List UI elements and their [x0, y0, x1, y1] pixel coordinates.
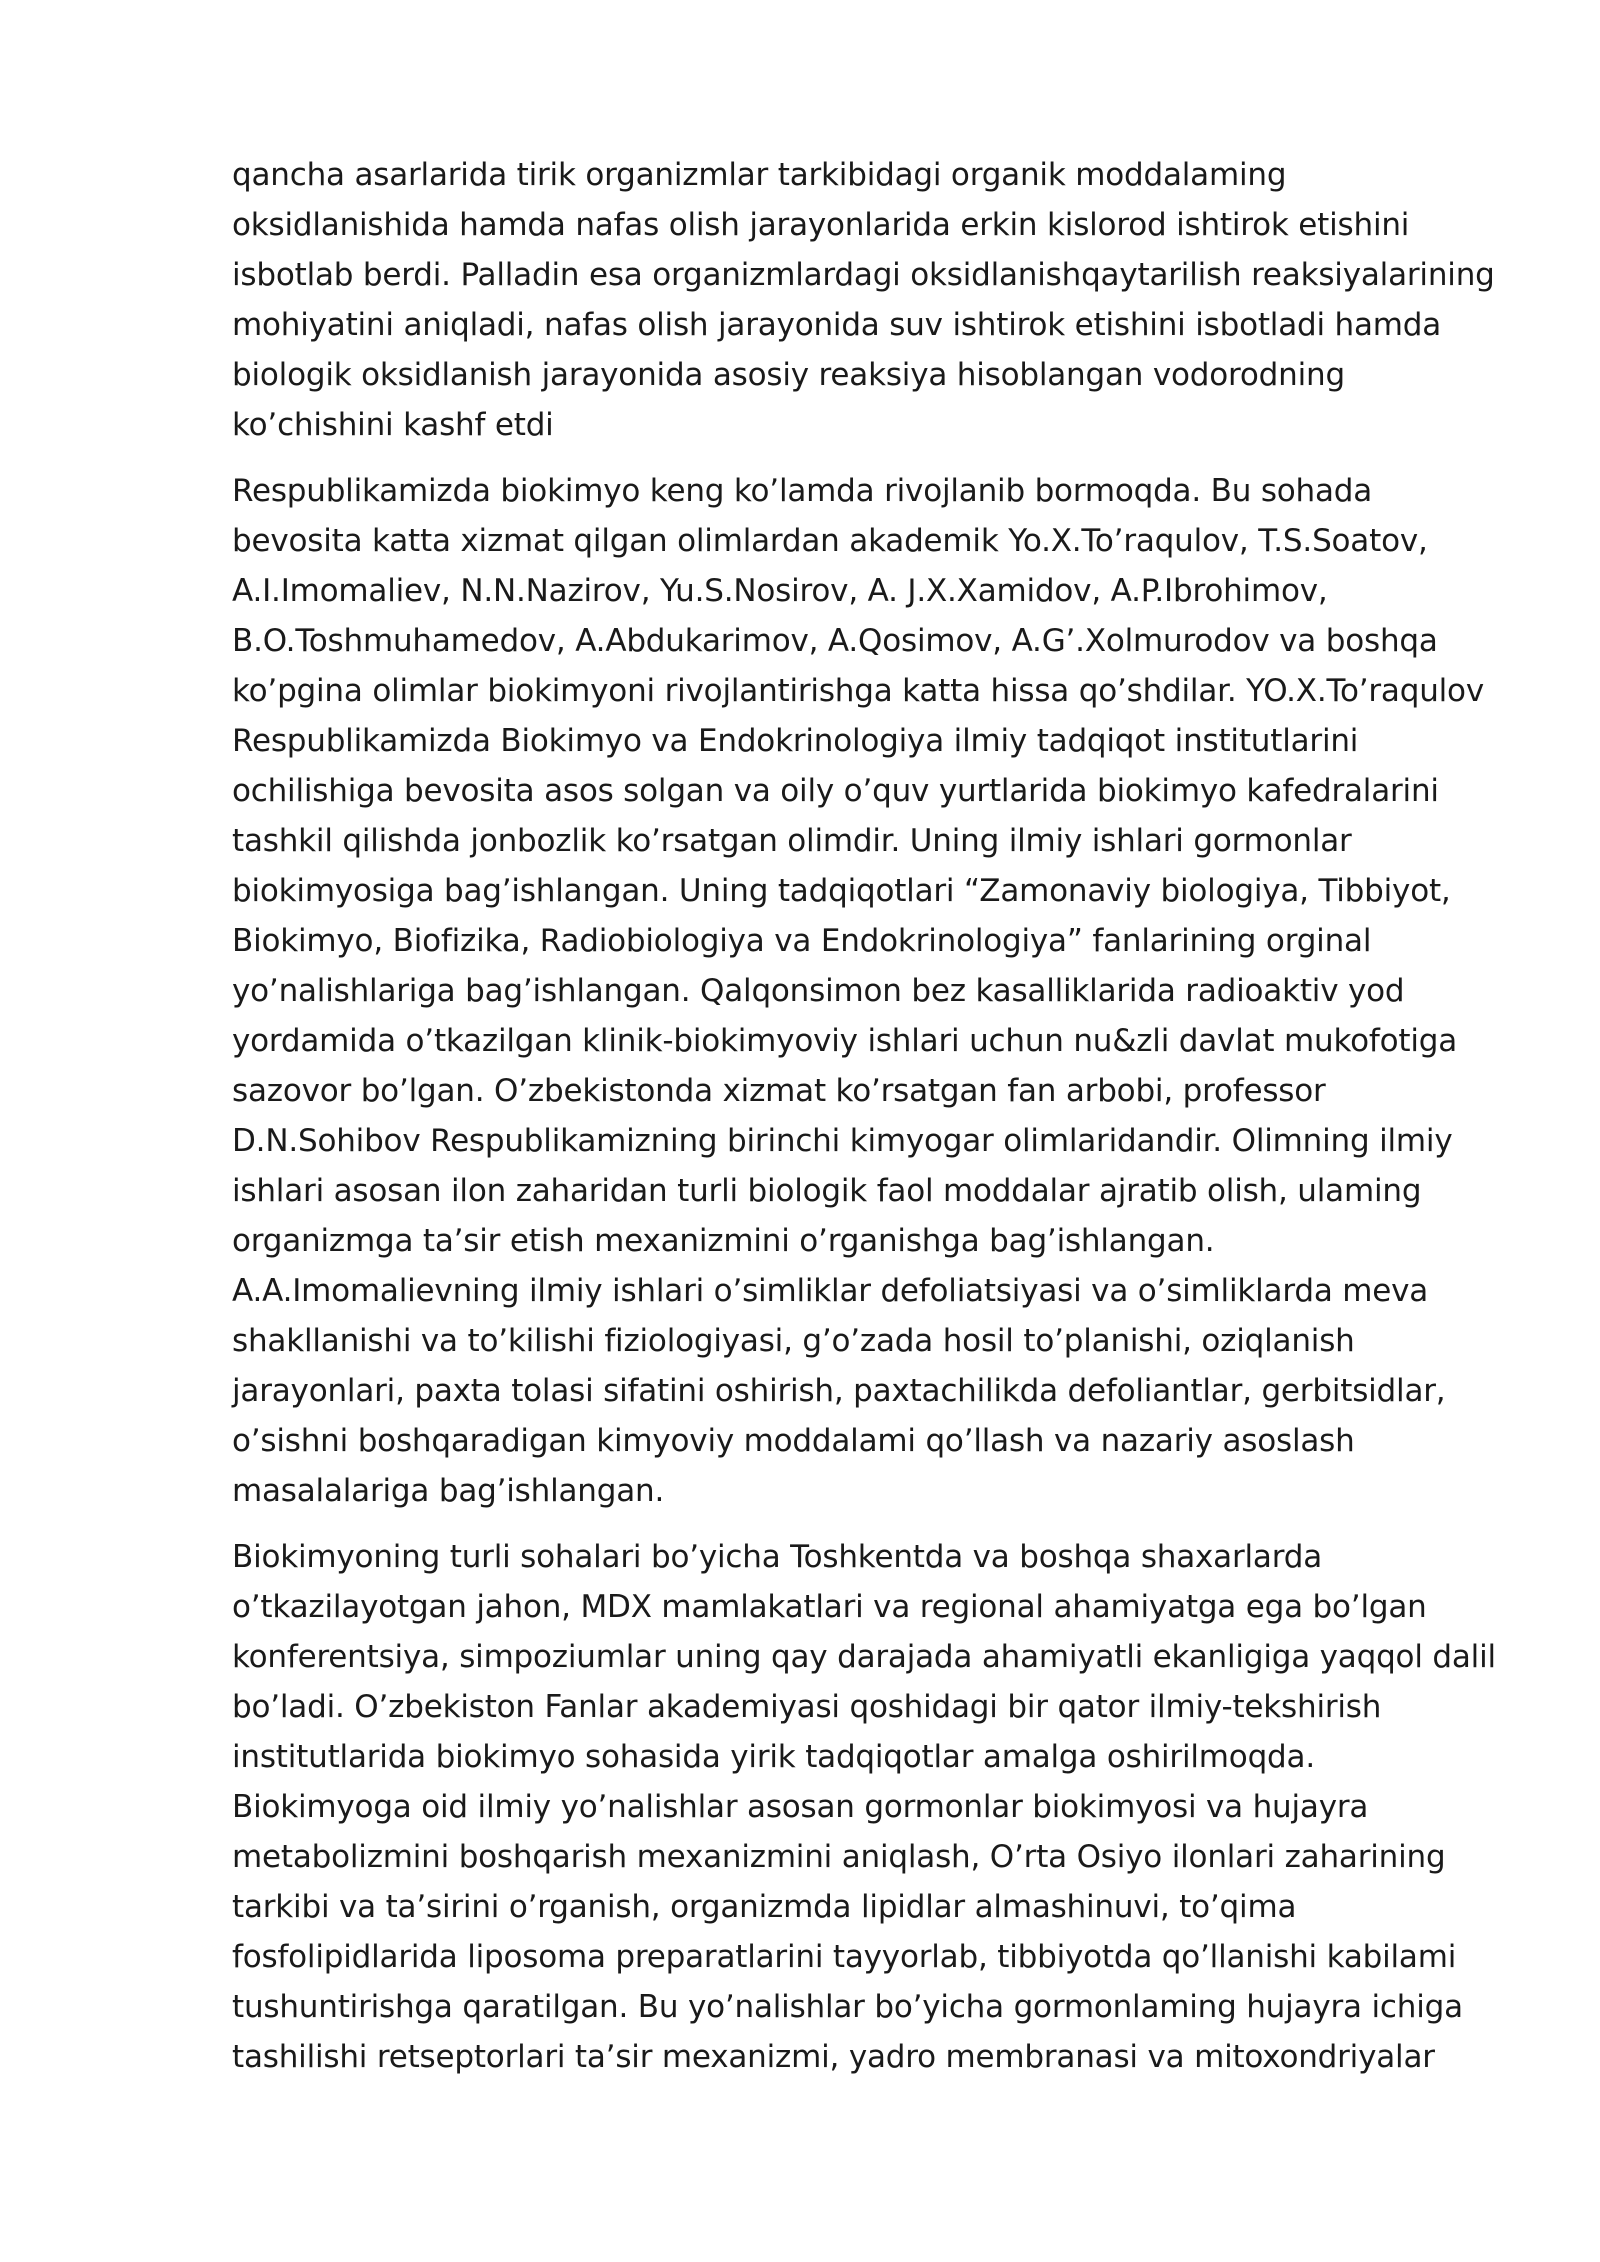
text-line: A.A.Imomalievning ilmiy ishlari o’simliklar defoliatsiyasi va o’simliklarda meva [232, 1273, 1429, 1309]
text-line: B.O.Toshmuhamedov, A.Abdukarimov, A.Qosimov, A.G’.Xolmurodov va boshqa [232, 623, 1438, 659]
text-line: sazovor bo’lgan. O’zbekistonda xizmat ko’rsatgan fan arbobi, professor [232, 1073, 1326, 1109]
text-line: jarayonlari, paxta tolasi sifatini oshirish, paxtachilikda defoliantlar, gerbitsidlar, [232, 1373, 1446, 1409]
text-line: bevosita katta xizmat qilgan olimlardan akademik Yo.X.To’raqulov, T.S.Soatov, [232, 523, 1428, 559]
text-line: institutlarida biokimyo sohasida yirik tadqiqotlar amalga oshirilmoqda. [232, 1739, 1315, 1775]
document-body [232, 150, 1502, 2098]
text-line: tashkil qilishda jonbozlik ko’rsatgan olimdir. Uning ilmiy ishlari gormonlar [232, 823, 1352, 859]
text-line: o’tkazilayotgan jahon, MDX mamlakatlari va regional ahamiyatga ega bo’lgan [232, 1589, 1427, 1625]
text-line: biokimyosiga bag’ishlangan. Uning tadqiqotlari “Zamonaviy biologiya, Tibbiyot, [232, 873, 1451, 909]
paragraph-3 [232, 1532, 1502, 2082]
text-line: Respublikamizda biokimyo keng ko’lamda rivojlanib bormoqda. Bu sohada [232, 473, 1373, 509]
paragraph-1 [232, 150, 1502, 450]
text-line: metabolizmini boshqarish mexanizmini aniqlash, O’rta Osiyo ilonlari zaharining [232, 1839, 1446, 1875]
text-line: ko’pgina olimlar biokimyoni rivojlantirishga katta hissa qo’shdilar. YO.X.To’raqulov [232, 673, 1484, 709]
text-line: isbotlab berdi. Palladin esa organizmlardagi oksidlanishqaytarilish reaksiyalarining [232, 257, 1495, 293]
text-line: ko’chishini kashf etdi [232, 407, 554, 443]
text-line: A.I.Imomaliev, N.N.Nazirov, Yu.S.Nosirov, A. J.X.Xamidov, A.P.Ibrohimov, [232, 573, 1328, 609]
text-line: biologik oksidlanish jarayonida asosiy reaksiya hisoblangan vodorodning [232, 357, 1345, 393]
text-line: oksidlanishida hamda nafas olish jarayonlarida erkin kislorod ishtirok etishini [232, 207, 1410, 243]
text-line: konferentsiya, simpoziumlar uning qay darajada ahamiyatli ekanligiga yaqqol dalil [232, 1639, 1496, 1675]
text-line: bo’ladi. O’zbekiston Fanlar akademiyasi qoshidagi bir qator ilmiy-tekshirish [232, 1689, 1382, 1725]
text-line: masalalariga bag’ishlangan. [232, 1473, 665, 1509]
text-line: D.N.Sohibov Respublikamizning birinchi kimyogar olimlaridandir. Olimning ilmiy [232, 1123, 1453, 1159]
text-line: Respublikamizda Biokimyo va Endokrinologiya ilmiy tadqiqot institutlarini [232, 723, 1359, 759]
text-line: ochilishiga bevosita asos solgan va oily o’quv yurtlarida biokimyo kafedralarini [232, 773, 1439, 809]
text-line: Biokimyo, Biofizika, Radiobiologiya va Endokrinologiya” fanlarining orginal [232, 923, 1372, 959]
text-line: tashilishi retseptorlari ta’sir mexanizmi, yadro membranasi va mitoxondriyalar [232, 2039, 1435, 2075]
text-line: o’sishni boshqaradigan kimyoviy moddalami qo’llash va nazariy asoslash [232, 1423, 1355, 1459]
paragraph-2 [232, 466, 1502, 1516]
text-line: yordamida o’tkazilgan klinik-biokimyoviy ishlari uchun nu&zli davlat mukofotiga [232, 1023, 1458, 1059]
text-line: mohiyatini aniqladi, nafas olish jarayonida suv ishtirok etishini isbotladi hamda [232, 307, 1442, 343]
text-line: qancha asarlarida tirik organizmlar tarkibidagi organik moddalaming [232, 157, 1287, 193]
text-line: organizmga ta’sir etish mexanizmini o’rganishga bag’ishlangan. [232, 1223, 1215, 1259]
text-line: shakllanishi va to’kilishi fiziologiyasi, g’o’zada hosil to’planishi, oziqlanish [232, 1323, 1355, 1359]
text-line: Biokimyoning turli sohalari bo’yicha Toshkentda va boshqa shaxarlarda [232, 1539, 1322, 1575]
text-line: tarkibi va ta’sirini o’rganish, organizmda lipidlar almashinuvi, to’qima [232, 1889, 1297, 1925]
text-line: yo’nalishlariga bag’ishlangan. Qalqonsimon bez kasalliklarida radioaktiv yod [232, 973, 1405, 1009]
text-line: fosfolipidlarida liposoma preparatlarini tayyorlab, tibbiyotda qo’llanishi kabilami [232, 1939, 1457, 1975]
text-line: Biokimyoga oid ilmiy yo’nalishlar asosan gormonlar biokimyosi va hujayra [232, 1789, 1369, 1825]
text-line: ishlari asosan ilon zaharidan turli biologik faol moddalar ajratib olish, ulaming [232, 1173, 1422, 1209]
text-line: tushuntirishga qaratilgan. Bu yo’nalishlar bo’yicha gormonlaming hujayra ichiga [232, 1989, 1463, 2025]
